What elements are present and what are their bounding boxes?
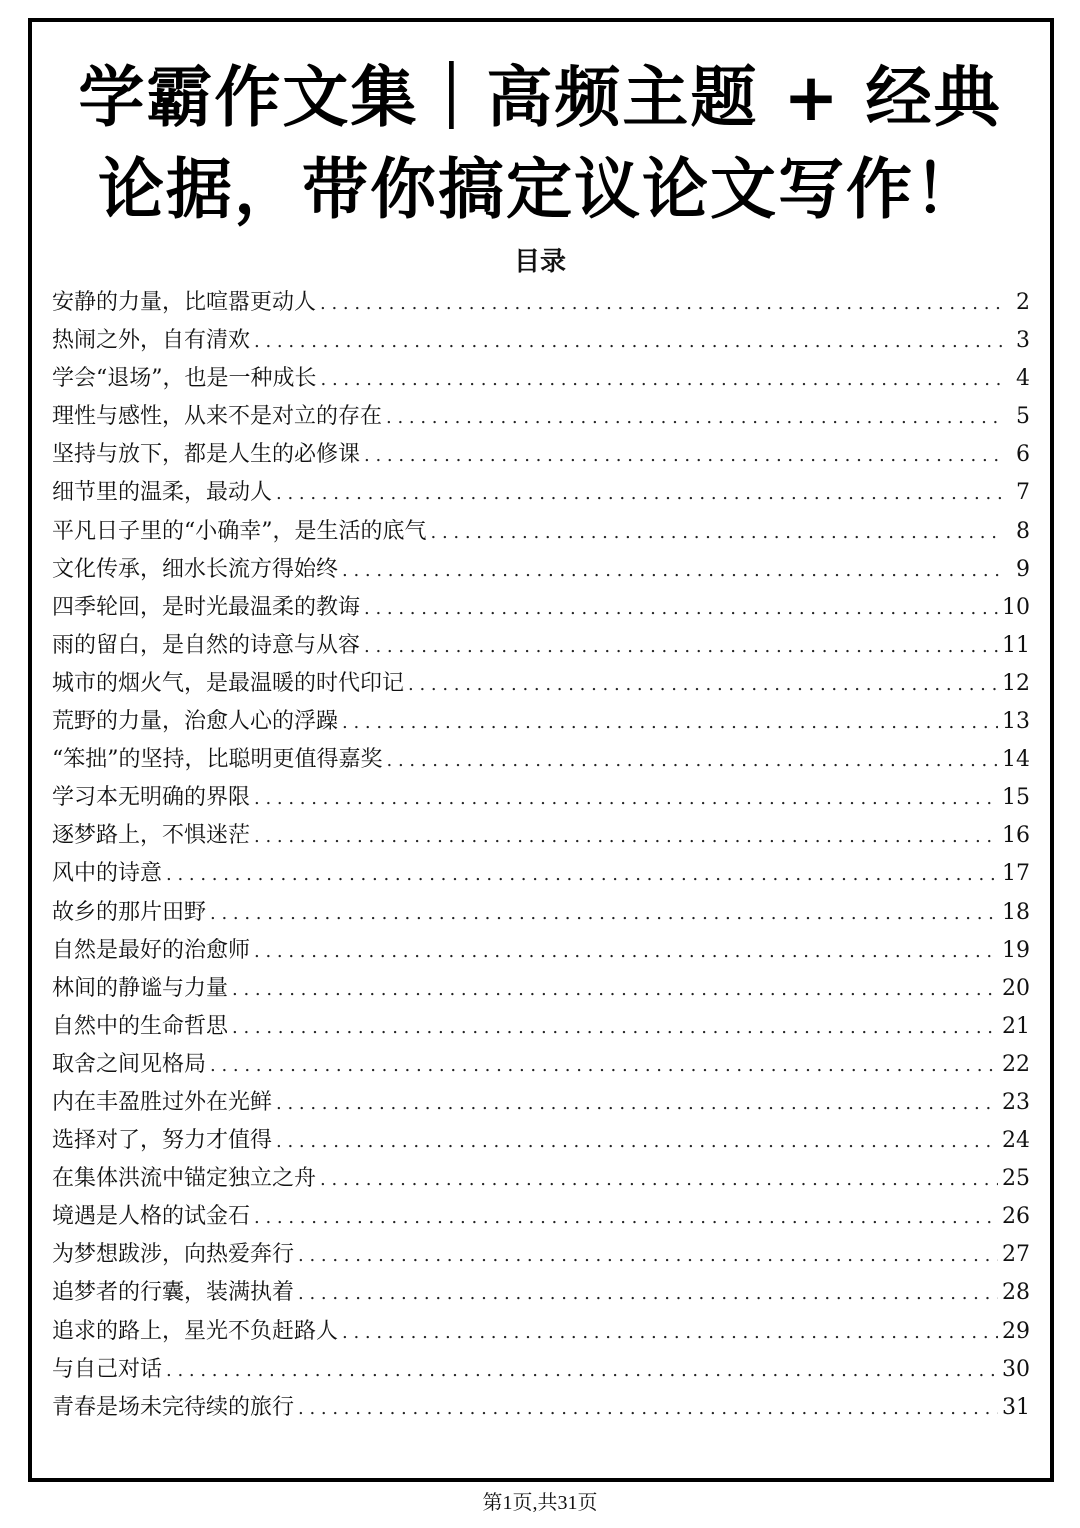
dot-leader bbox=[210, 1047, 998, 1085]
toc-entry-page-number: 22 bbox=[1002, 1051, 1030, 1077]
toc-entry-title: 热闹之外，自有清欢 bbox=[52, 328, 251, 354]
toc-entry-title: 境遇是人格的试金石 bbox=[52, 1204, 251, 1230]
toc-entry[interactable] bbox=[52, 436, 1030, 474]
toc-entry[interactable] bbox=[52, 703, 1030, 741]
toc-entry-page-number: 13 bbox=[1002, 709, 1030, 735]
dot-leader bbox=[342, 1314, 998, 1352]
toc-entry[interactable] bbox=[52, 779, 1030, 817]
toc-entry[interactable] bbox=[52, 1084, 1030, 1122]
toc-entry[interactable] bbox=[52, 1313, 1030, 1351]
dot-leader bbox=[276, 1085, 998, 1123]
dot-leader bbox=[254, 1199, 998, 1237]
toc-entry-title: 内在丰盈胜过外在光鲜 bbox=[52, 1089, 273, 1115]
dot-leader bbox=[298, 1237, 998, 1275]
toc-entry-page-number: 20 bbox=[1002, 975, 1030, 1001]
dot-leader bbox=[364, 628, 998, 666]
dot-leader bbox=[254, 933, 998, 971]
toc-entry-page-number: 21 bbox=[1002, 1013, 1030, 1039]
dot-leader bbox=[386, 399, 1002, 437]
dot-leader bbox=[276, 475, 1002, 513]
toc-entry-title: 故乡的那片田野 bbox=[52, 899, 207, 925]
toc-entry-page-number: 27 bbox=[1002, 1242, 1030, 1268]
toc-entry-title: 风中的诗意 bbox=[52, 861, 163, 887]
toc-entry-title: 逐梦路上，不惧迷茫 bbox=[52, 823, 251, 849]
toc-entry[interactable] bbox=[52, 284, 1030, 322]
dot-leader bbox=[408, 666, 998, 704]
dot-leader bbox=[254, 780, 998, 818]
toc-entry-page-number: 28 bbox=[1002, 1280, 1030, 1306]
toc-entry-page-number: 29 bbox=[1002, 1318, 1030, 1344]
toc-entry-title: 与自己对话 bbox=[52, 1356, 163, 1382]
toc-entry-page-number: 6 bbox=[1016, 442, 1030, 468]
toc-entry[interactable] bbox=[52, 322, 1030, 360]
toc-entry[interactable] bbox=[52, 970, 1030, 1008]
dot-leader bbox=[320, 285, 1002, 323]
toc-entry[interactable] bbox=[52, 360, 1030, 398]
toc-entry-title: 自然中的生命哲思 bbox=[52, 1013, 229, 1039]
dot-leader bbox=[387, 742, 999, 780]
toc-entry-page-number: 16 bbox=[1002, 823, 1030, 849]
toc-entry[interactable] bbox=[52, 1160, 1030, 1198]
toc-entry-page-number: 31 bbox=[1002, 1394, 1030, 1420]
toc-entry-title: 选择对了，努力才值得 bbox=[52, 1128, 273, 1154]
toc-entry-title: 取舍之间见格局 bbox=[52, 1051, 207, 1077]
toc-entry-title: 自然是最好的治愈师 bbox=[52, 937, 251, 963]
dot-leader bbox=[166, 1352, 998, 1390]
dot-leader bbox=[210, 895, 998, 933]
toc-entry-page-number: 11 bbox=[1002, 632, 1030, 658]
toc-entry-page-number: 5 bbox=[1016, 404, 1030, 430]
toc-entry[interactable] bbox=[52, 1008, 1030, 1046]
toc-entry-page-number: 8 bbox=[1016, 518, 1030, 544]
toc-entry-title: 在集体洪流中锚定独立之舟 bbox=[52, 1166, 317, 1192]
dot-leader bbox=[364, 437, 1002, 475]
toc-entry-title: 荒野的力量，治愈人心的浮躁 bbox=[52, 709, 339, 735]
toc-heading: 目录 bbox=[513, 247, 566, 277]
dot-leader bbox=[342, 704, 998, 742]
toc-entry[interactable] bbox=[52, 1274, 1030, 1312]
dot-leader bbox=[254, 818, 998, 856]
toc-entry-title: 平凡日子里的“小确幸”，是生活的底气 bbox=[52, 518, 427, 544]
toc-entry-page-number: 18 bbox=[1002, 899, 1030, 925]
toc-entry-title: 四季轮回，是时光最温柔的教诲 bbox=[52, 594, 361, 620]
page-footer: 第1页,共31页 bbox=[482, 1492, 598, 1514]
toc-entry-page-number: 25 bbox=[1002, 1166, 1030, 1192]
dot-leader bbox=[342, 552, 1002, 590]
toc-entry[interactable] bbox=[52, 513, 1030, 551]
toc-entry[interactable] bbox=[52, 894, 1030, 932]
dot-leader bbox=[364, 590, 998, 628]
toc-entry[interactable] bbox=[52, 627, 1030, 665]
toc-entry-title: 坚持与放下，都是人生的必修课 bbox=[52, 442, 361, 468]
dot-leader bbox=[431, 514, 1003, 552]
toc-entry-page-number: 26 bbox=[1002, 1204, 1030, 1230]
toc-entry-title: 为梦想跋涉，向热爱奔行 bbox=[52, 1242, 295, 1268]
toc-entry-page-number: 17 bbox=[1002, 861, 1030, 887]
toc-entry-title: 城市的烟火气，是最温暖的时代印记 bbox=[52, 670, 405, 696]
toc-entry-page-number: 24 bbox=[1002, 1128, 1030, 1154]
toc-entry[interactable] bbox=[52, 932, 1030, 970]
toc-entry-page-number: 3 bbox=[1016, 328, 1030, 354]
toc-entry[interactable] bbox=[52, 589, 1030, 627]
toc-entry-page-number: 7 bbox=[1016, 480, 1030, 506]
toc-entry-title: “笨拙”的坚持，比聪明更值得嘉奖 bbox=[52, 747, 383, 773]
toc-entry[interactable] bbox=[52, 1351, 1030, 1389]
toc-entry[interactable] bbox=[52, 1236, 1030, 1274]
toc-entry[interactable] bbox=[52, 665, 1030, 703]
toc-entry[interactable] bbox=[52, 1389, 1030, 1427]
toc-entry[interactable] bbox=[52, 817, 1030, 855]
toc-entry-title: 青春是场未完待续的旅行 bbox=[52, 1394, 295, 1420]
document-title: 学霸作文集｜高频主题 + 经典论据，带你搞定议论文写作！ bbox=[78, 59, 1002, 228]
toc-entry[interactable] bbox=[52, 741, 1030, 779]
dot-leader bbox=[321, 361, 1003, 399]
dot-leader bbox=[254, 323, 1002, 361]
toc-entry[interactable] bbox=[52, 1198, 1030, 1236]
toc-entry-page-number: 12 bbox=[1002, 670, 1030, 696]
toc-entry-title: 雨的留白，是自然的诗意与从容 bbox=[52, 632, 361, 658]
toc-entry-page-number: 14 bbox=[1002, 747, 1030, 773]
toc-entry-title: 林间的静谧与力量 bbox=[52, 975, 229, 1001]
dot-leader bbox=[298, 1275, 998, 1313]
toc-entry-title: 细节里的温柔，最动人 bbox=[52, 480, 273, 506]
table-of-contents bbox=[52, 284, 1030, 1427]
toc-entry-title: 安静的力量，比喧嚣更动人 bbox=[52, 290, 317, 315]
dot-leader bbox=[298, 1390, 998, 1428]
toc-entry-title: 追求的路上，星光不负赶路人 bbox=[52, 1318, 339, 1344]
dot-leader bbox=[166, 856, 998, 894]
toc-entry-page-number: 2 bbox=[1016, 290, 1030, 315]
toc-entry[interactable] bbox=[52, 1122, 1030, 1160]
toc-entry-page-number: 19 bbox=[1002, 937, 1030, 963]
dot-leader bbox=[232, 1009, 998, 1047]
toc-entry[interactable] bbox=[52, 398, 1030, 436]
toc-entry-page-number: 4 bbox=[1016, 366, 1030, 392]
toc-entry-title: 追梦者的行囊，装满执着 bbox=[52, 1280, 295, 1306]
dot-leader bbox=[276, 1123, 998, 1161]
toc-entry-page-number: 15 bbox=[1002, 785, 1030, 811]
dot-leader bbox=[232, 971, 998, 1009]
toc-entry-page-number: 30 bbox=[1002, 1356, 1030, 1382]
toc-entry-title: 文化传承，细水长流方得始终 bbox=[52, 556, 339, 582]
toc-entry-page-number: 10 bbox=[1002, 594, 1030, 620]
toc-entry[interactable] bbox=[52, 855, 1030, 893]
toc-entry-page-number: 9 bbox=[1016, 556, 1030, 582]
toc-entry-title: 学会“退场”，也是一种成长 bbox=[52, 366, 317, 392]
dot-leader bbox=[320, 1161, 998, 1199]
toc-entry[interactable] bbox=[52, 474, 1030, 512]
toc-entry[interactable] bbox=[52, 1046, 1030, 1084]
toc-entry-title: 学习本无明确的界限 bbox=[52, 785, 251, 811]
toc-entry-title: 理性与感性，从来不是对立的存在 bbox=[52, 404, 383, 430]
toc-entry[interactable] bbox=[52, 551, 1030, 589]
toc-entry-page-number: 23 bbox=[1002, 1089, 1030, 1115]
